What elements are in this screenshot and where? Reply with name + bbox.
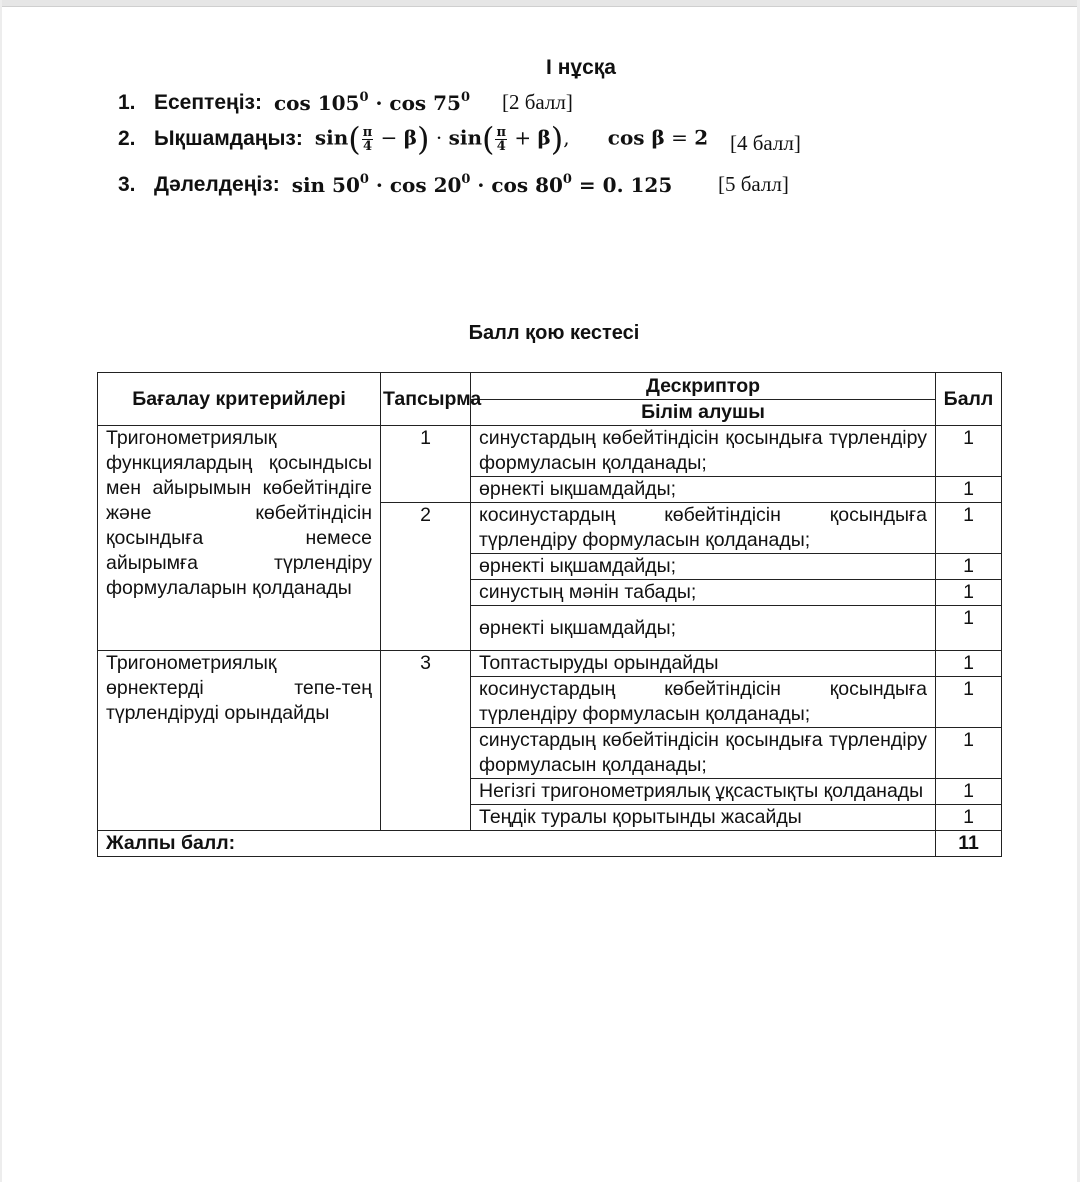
task-number: 1. [118, 90, 136, 114]
task-1 [118, 90, 470, 115]
table-row [98, 426, 1002, 477]
descriptor-cell: косинустардың көбейтіндісін қосындыға түрлендіру формуласын қолданады; [471, 503, 936, 554]
task-points: [2 балл] [502, 90, 573, 114]
header-descriptor: Дескриптор [471, 373, 936, 400]
total-label: Жалпы балл: [98, 831, 936, 857]
descriptor-cell: өрнекті ықшамдайды; [471, 606, 936, 651]
score-cell: 1 [936, 805, 1002, 831]
task-2 [118, 120, 709, 158]
task-points: [5 балл] [718, 172, 789, 196]
page-left-edge [0, 0, 2, 1182]
descriptor-cell: Топтастыруды орындайды [471, 651, 936, 677]
score-cell: 1 [936, 606, 1002, 651]
descriptor-cell: Теңдік туралы қорытынды жасайды [471, 805, 936, 831]
score-cell: 1 [936, 503, 1002, 554]
descriptor-cell: косинустардың көбейтіндісін қосындыға түрлендіру формуласын қолданады; [471, 677, 936, 728]
table-row [98, 651, 1002, 677]
task-number-cell: 1 [381, 426, 471, 503]
header-descriptor-sub: Білім алушы [471, 399, 936, 426]
criteria-cell: Тригонометриялық өрнектерді тепе-тең түрлендіруді орындайды [98, 651, 381, 831]
header-task: Тапсырма [381, 373, 471, 426]
criteria-cell: Тригонометриялық функциялардың қосындысы мен айырымын көбейтіндіге және көбейтіндісін қосындыға немесе айырымға түрлендіру формулаларын қолданады [98, 426, 381, 651]
score-cell: 1 [936, 677, 1002, 728]
task-number: 3. [118, 172, 136, 196]
score-cell: 1 [936, 580, 1002, 606]
scoring-table [97, 372, 1002, 857]
task-number-cell: 2 [381, 503, 471, 651]
task-expression: $\cos 105^0 \cdot \cos 75^0$ [273, 90, 471, 115]
descriptor-cell: синустардың көбейтіндісін қосындыға түрлендіру формуласын қолданады; [471, 728, 936, 779]
table-title: Балл қою кестесі [468, 322, 640, 344]
header-criteria: Бағалау критерийлері [98, 373, 381, 426]
task-label: Есептеңіз: [154, 90, 262, 114]
score-cell: 1 [936, 426, 1002, 477]
header-score: Балл [936, 373, 1002, 426]
score-cell: 1 [936, 554, 1002, 580]
task-label: Дәлелдеңіз: [154, 172, 280, 196]
table-header-row [98, 373, 1002, 400]
task-label: Ықшамдаңыз: [154, 127, 303, 150]
task-number-cell: 3 [381, 651, 471, 831]
score-cell: 1 [936, 477, 1002, 503]
score-cell: 1 [936, 728, 1002, 779]
total-row [98, 831, 1002, 857]
descriptor-cell: синустардың көбейтіндісін қосындыға түрлендіру формуласын қолданады; [471, 426, 936, 477]
page-top-edge-line [0, 6, 1080, 7]
descriptor-cell: синустың мәнін табады; [471, 580, 936, 606]
variant-title: I нұсқа [546, 56, 616, 79]
score-cell: 1 [936, 779, 1002, 805]
descriptor-cell: Негізгі тригонометриялық ұқсастықты қолданады [471, 779, 936, 805]
score-cell: 1 [936, 651, 1002, 677]
task-3 [118, 172, 672, 197]
descriptor-cell: өрнекті ықшамдайды; [471, 554, 936, 580]
task-points: [4 балл] [730, 131, 801, 155]
task-expression: $\sin 50^0 \cdot \cos 20^0 \cdot \cos 80^0 = 0$. 125 [291, 172, 673, 197]
total-value: 11 [936, 831, 1002, 857]
descriptor-cell: өрнекті ықшамдайды; [471, 477, 936, 503]
task-number: 2. [118, 127, 136, 150]
task-expression: sin( $\frac{\pi}{4}$ − β) · sin( $\frac{\pi}{4}$ + β), cos β = 2 [314, 120, 709, 158]
